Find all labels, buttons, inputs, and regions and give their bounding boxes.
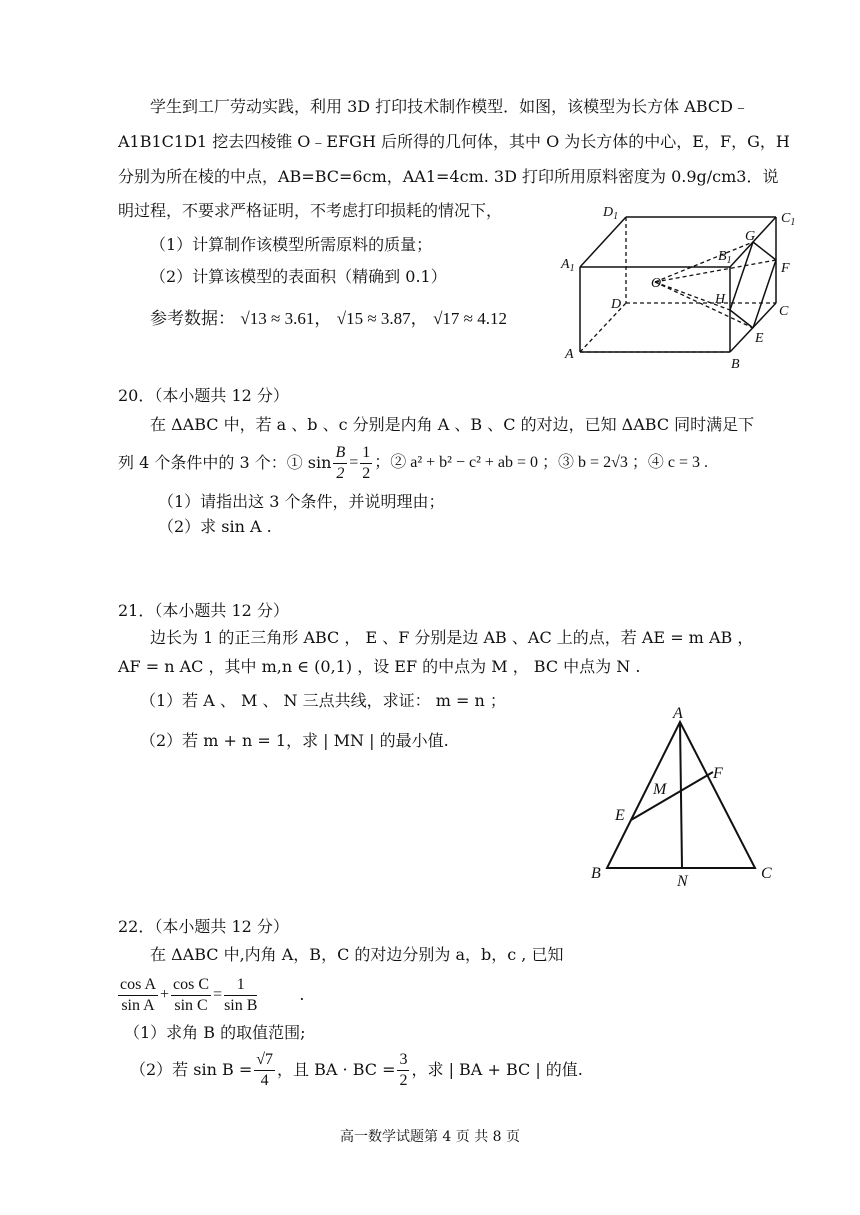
label-D: D xyxy=(611,297,622,312)
label-tri-C: C xyxy=(761,865,772,882)
label-D1: $D_1$ xyxy=(603,205,619,222)
q19-line-3: 分别为所在棱的中点，AB=BC=6cm，AA1=4cm. 3D 打印所用原料密度为 0.9g/cm3．说 xyxy=(118,167,779,186)
q19-reference-data: 参考数据： √13 ≈ 3.61， √15 ≈ 3.87， √17 ≈ 4.12 xyxy=(150,309,507,329)
q21-line-2: AF = n AC ，其中 m,n ∈ (0,1) ，设 EF 的中点为 M ， BC 中点为 N . xyxy=(118,657,641,676)
q22-heading: 22．（本小题共 12 分） xyxy=(118,917,289,936)
ref-label: 参考数据： xyxy=(150,309,235,329)
q22-line-1: 在 ΔABC 中,内角 A，B，C 的对边分别为 a，b，c , 已知 xyxy=(150,945,564,964)
q19-line-2: A1B1C1D1 挖去四棱锥 O﹣EFGH 后所得的几何体，其中 O 为长方体的中心，E，F，G，H xyxy=(118,132,790,151)
label-tri-E: E xyxy=(615,807,625,824)
q22-equation: $\frac{\text{cos A}}{\text{sin A}}$ + $\frac{\text{cos C}}{\text{sin C}}$ = $\frac{1}{\text{sin B}}$ . xyxy=(120,975,305,1014)
ref-sqrt15: √15 ≈ 3.87 xyxy=(336,309,411,328)
label-A: A xyxy=(565,347,574,362)
label-tri-A: A xyxy=(673,705,683,722)
ref-sqrt17: √17 ≈ 4.12 xyxy=(433,309,507,328)
q20-part-1: （1）请指出这 3 个条件，并说明理由； xyxy=(158,492,445,511)
q22-part-1: （1）求角 B 的取值范围; xyxy=(124,1023,306,1042)
label-tri-F: F xyxy=(713,765,723,782)
label-B: B xyxy=(731,357,740,372)
q19-line-1: 学生到工厂劳动实践，利用 3D 打印技术制作模型．如图，该模型为长方体 ABCD﹣ xyxy=(150,97,749,116)
q19-part-2: （2）计算该模型的表面积（精确到 0.1） xyxy=(150,267,447,286)
q21-part-2: （2）若 m + n = 1，求 | MN | 的最小值. xyxy=(140,731,449,750)
label-tri-B: B xyxy=(591,865,601,882)
q20-line-1: 在 ΔABC 中，若 a 、b 、c 分别是内角 A 、B 、C 的对边，已知 ΔABC 同时满足下 xyxy=(150,415,755,434)
q19-part-1: （1）计算制作该模型所需原料的质量； xyxy=(150,235,433,254)
label-A1: $A_1$ xyxy=(561,257,575,274)
q21-heading: 21．（本小题共 12 分） xyxy=(118,601,289,620)
frac-one-half: $\frac{1}{2}$ xyxy=(362,443,371,482)
q21-part-1: （1）若 A 、 M 、 N 三点共线，求证： m = n ； xyxy=(140,691,506,710)
label-tri-M: M xyxy=(653,781,667,798)
frac-3-over-2: $\frac{3}{2}$ xyxy=(399,1050,408,1089)
frac-cosC-sinC: $\frac{\text{cos C}}{\text{sin C}}$ xyxy=(173,975,210,1014)
label-H: H xyxy=(715,292,726,307)
frac-B-over-2: $\frac{B}{2}$ xyxy=(335,443,346,482)
cuboid-figure xyxy=(555,200,805,372)
q21-line-1: 边长为 1 的正三角形 ABC ， E 、F 分别是边 AB 、AC 上的点，若 AE = m AB ， xyxy=(150,628,754,647)
frac-1-sinB: $\frac{1}{\text{sin B}}$ xyxy=(224,975,258,1014)
q22-part-2-pre: （2）若 sin B = xyxy=(130,1060,253,1079)
ref-sqrt13: √13 ≈ 3.61 xyxy=(240,309,315,328)
q20-conditions: ；② a² + b² − c² + ab = 0 ；③ b = 2√3 ；④ c = 3 . xyxy=(374,454,708,471)
frac-cosA-sinA: $\frac{\text{cos A}}{\text{sin A}}$ xyxy=(120,975,156,1014)
label-G: G xyxy=(745,229,756,244)
label-E: E xyxy=(755,331,764,346)
triangle-figure xyxy=(585,700,785,890)
label-B1: $B_1$ xyxy=(718,249,732,266)
label-tri-N: N xyxy=(677,873,688,890)
label-O: O xyxy=(651,276,662,291)
q20-line-2: 列 4 个条件中的 3 个：① sin $\frac{B}{2}$ = $\frac{1}{2}$ ；② a² + b² − c² + ab = 0 ；③ b = 2√3 ；④ c = 3 . xyxy=(118,443,708,482)
label-F: F xyxy=(781,261,790,276)
q22-part-2 xyxy=(130,1046,583,1094)
frac-sqrt7-over-4: $\frac{√7}{4}$ xyxy=(256,1050,274,1089)
q20-line-2-pre: 列 4 个条件中的 3 个：① sin xyxy=(118,453,332,472)
label-C1: $C_1$ xyxy=(781,211,796,228)
q20-heading: 20．（本小题共 12 分） xyxy=(118,386,289,405)
q20-part-2: （2）求 sin A . xyxy=(158,517,272,536)
q19-line-4: 明过程，不要求严格证明，不考虑打印损耗的情况下， xyxy=(118,201,503,220)
q22-part-2-post: ，求 | BA + BC | 的值. xyxy=(411,1060,583,1079)
label-C: C xyxy=(779,304,789,319)
page-footer: 高一数学试题第 4 页 共 8 页 xyxy=(339,1129,521,1145)
q22-part-2-mid: ，且 BA · BC = xyxy=(277,1060,396,1079)
